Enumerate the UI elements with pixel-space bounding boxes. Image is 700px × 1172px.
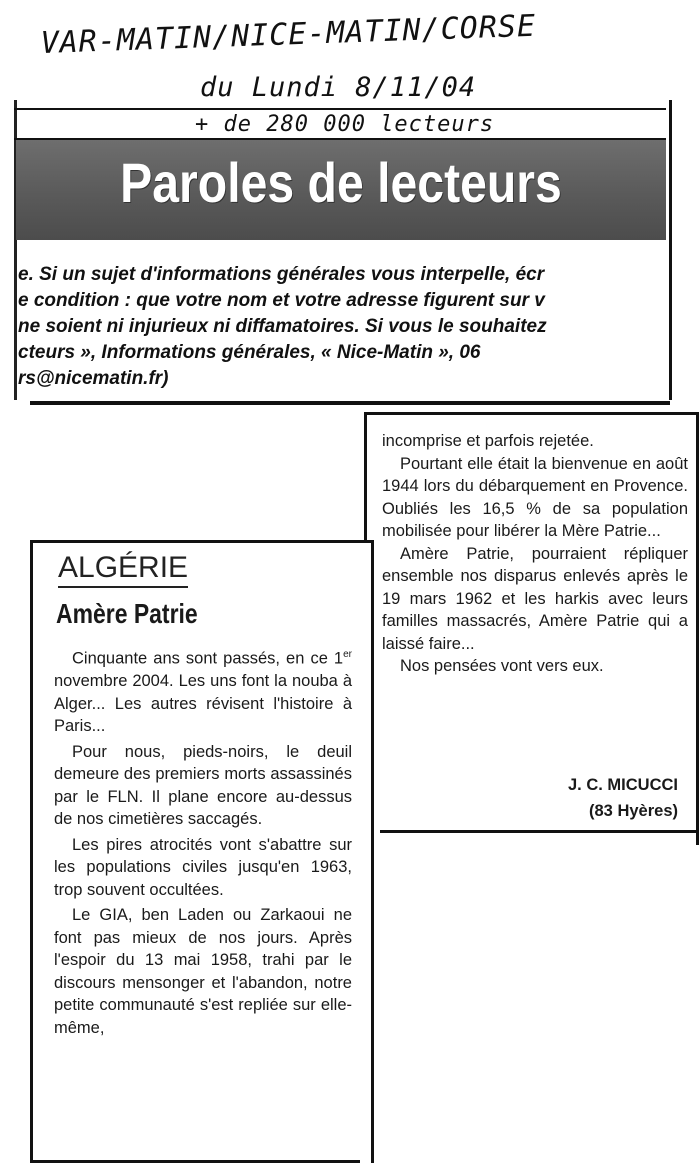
article-paragraph: Pourtant elle était la bienvenue en août 1944 lors du débarquement en Provence. Oubliés les 16,5 % de sa population mobilisée pour libérer la Mère Patrie... [382, 454, 688, 540]
article-paragraph: Les pires atrocités vont s'abattre sur les populations civiles jusqu'en 1963, trop souvent occultées. [54, 835, 352, 899]
header-bottom-rule [30, 401, 670, 405]
article-left-column [54, 644, 352, 1042]
article-right-column [382, 430, 688, 678]
article-paragraph: Pour nous, pieds-noirs, le deuil demeure des premiers morts assassinés par le FLN. Il plane encore au-dessus de nos cimetières saccagés. [54, 742, 352, 828]
article-paragraph: Le GIA, ben Laden ou Zarkaoui ne font pas mieux de nos jours. Après l'espoir du 13 mai 1958, trahi par le discours mensonger et l'abandon, notre petite communauté s'est repliée sur elle-même, [54, 906, 352, 1037]
article-paragraph: Nos pensées vont vers eux. [400, 657, 604, 675]
paragraph-text: Cinquante ans sont passés, en ce 1 [72, 649, 344, 668]
intro-text [18, 262, 668, 392]
handwritten-date: du Lundi 8/11/04 [200, 72, 477, 103]
banner-title: Paroles de lecteurs [120, 151, 562, 214]
handwritten-readership: + de 280 000 lecteurs [195, 112, 495, 137]
right-column-bottom-rule [380, 830, 696, 833]
intro-line: e condition : que votre nom et votre adresse figurent sur v [18, 290, 545, 311]
section-label: ALGÉRIE [58, 550, 188, 588]
intro-line: cteurs », Informations générales, « Nice-Matin », 06 [18, 342, 481, 363]
ordinal-suffix: er [343, 649, 352, 660]
handwritten-newspaper-names: VAR-MATIN/NICE-MATIN/CORSE [40, 8, 537, 61]
article-paragraph [54, 644, 352, 738]
paragraph-text: novembre 2004. Les uns font la nouba à Alger... Les autres révisent l'histoire à Paris... [54, 672, 352, 735]
article-title: Amère Patrie [56, 598, 198, 629]
left-column-bottom-rule [30, 1160, 360, 1163]
header-rule [14, 108, 666, 110]
intro-line: rs@nicematin.fr) [18, 368, 169, 389]
author-name: J. C. MICUCCI [567, 776, 678, 794]
column-divider [364, 412, 367, 542]
author-location: (83 Hyères) [589, 802, 678, 820]
article-signature [382, 772, 678, 824]
section-banner [16, 140, 666, 240]
article-paragraph: incomprise et parfois rejetée. [382, 432, 594, 450]
article-paragraph: Amère Patrie, pourraient répliquer ensemble nos disparus enlevés après le 19 mars 1962 et les harkis avec leurs familles massacrés, Amère Patrie qui a laissé faire... [382, 544, 688, 653]
intro-line: e. Si un sujet d'informations générales vous interpelle, écr [18, 264, 545, 285]
intro-line: ne soient ni injurieux ni diffamatoires. Si vous le souhaitez [18, 316, 547, 337]
